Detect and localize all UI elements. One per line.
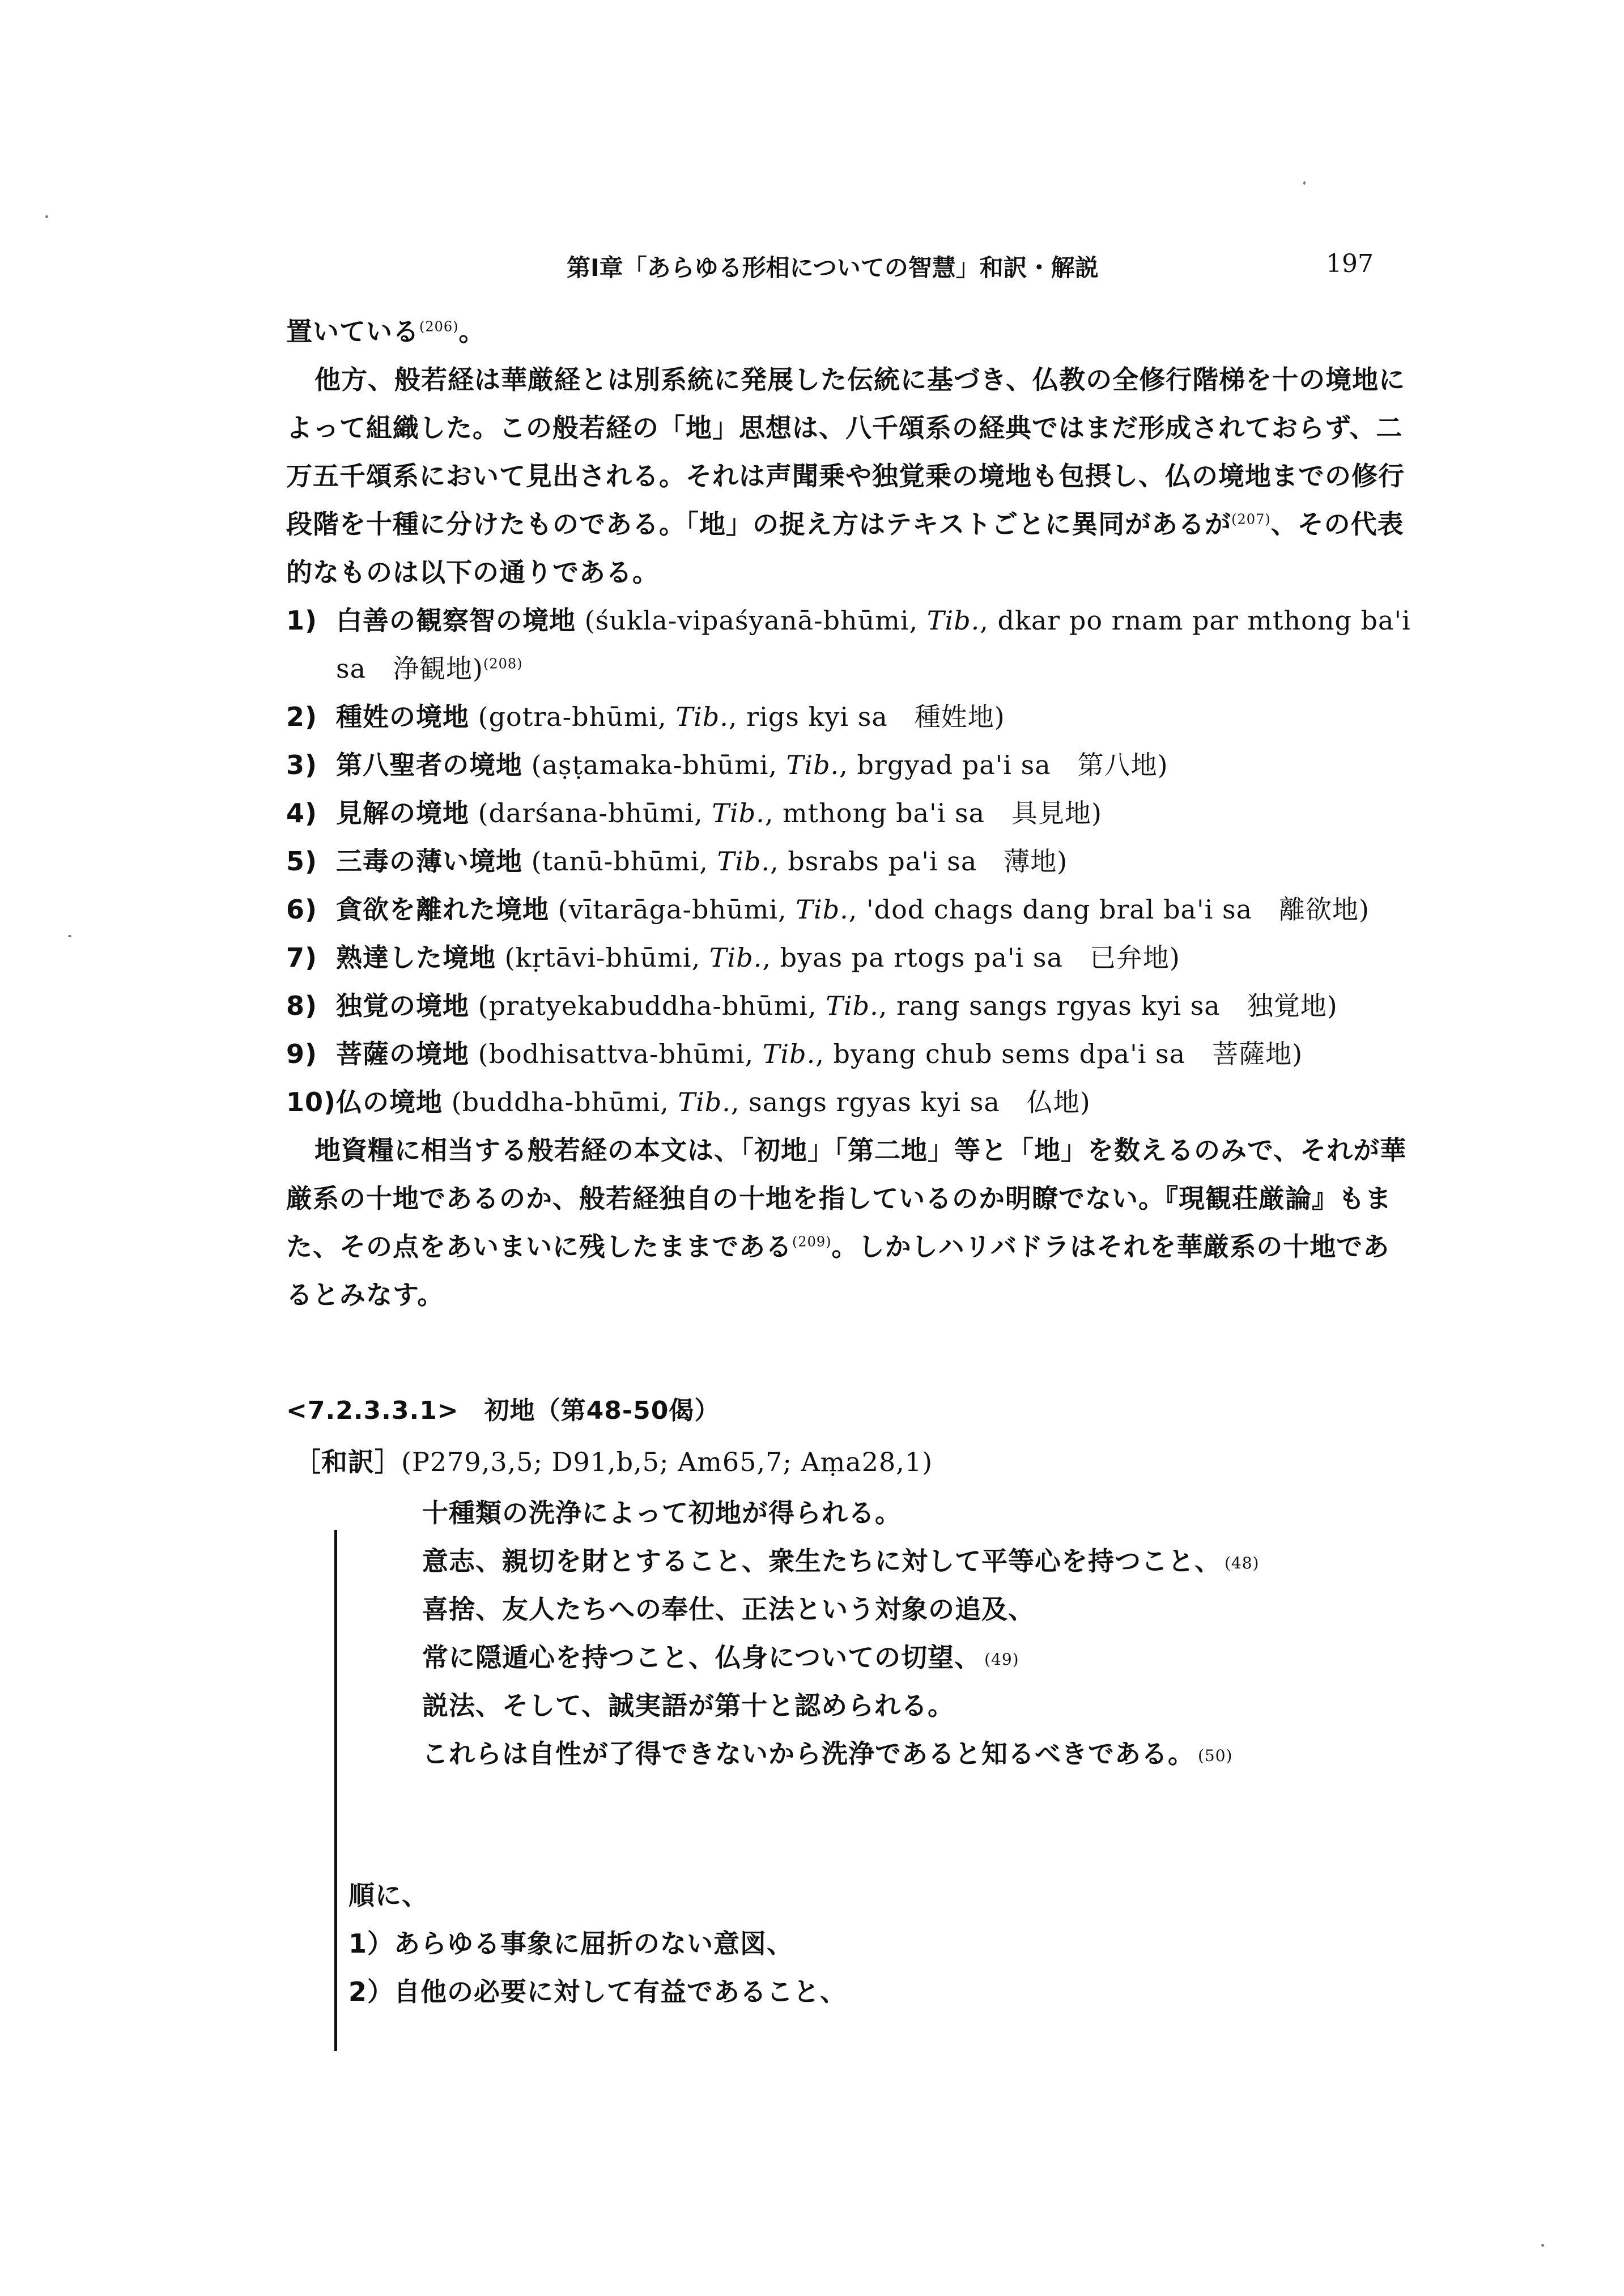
tibetan-term: , dkar po rnam par mthong ba'i — [980, 605, 1411, 636]
list-item — [286, 892, 1370, 926]
paragraph-line: るとみなす。 — [286, 1279, 444, 1310]
translation-header — [295, 1445, 933, 1479]
verse-text: 喜捨、友人たちへの奉仕、正法という対象の追及、 — [422, 1594, 1035, 1625]
list-item — [286, 1085, 1091, 1119]
body-text: 置いている — [286, 316, 419, 347]
page-number: 197 — [1326, 249, 1374, 278]
list-item — [286, 989, 1338, 1023]
list-item — [286, 700, 1005, 734]
verse-number: (49) — [984, 1650, 1019, 1669]
translation-label: ［和訳］ — [295, 1447, 401, 1477]
verse-text: 意志、親切を財とすること、衆生たちに対して平等心を持つこと、 — [422, 1546, 1221, 1576]
body-text: 、その代表 — [1270, 509, 1404, 539]
verse-number: (48) — [1225, 1554, 1260, 1572]
tib-abbrev: Tib. — [675, 701, 729, 732]
sanskrit-term: (tanū-bhūmi, — [531, 846, 717, 877]
verse-text: 十種類の洗浄によって初地が得られる。 — [422, 1498, 902, 1528]
tib-abbrev: Tib. — [786, 750, 840, 780]
list-number: 9) — [286, 1039, 318, 1069]
list-item — [286, 941, 1180, 975]
body-text: 。 — [458, 316, 486, 347]
tibetan-term: , mthong ba'i sa 具見地) — [764, 798, 1103, 828]
verse-text: これらは自性が了得できないから洗浄であると知るべきである。 — [422, 1738, 1194, 1769]
sanskrit-term: (darśana-bhūmi, — [478, 798, 712, 828]
list-number: 4) — [286, 798, 318, 828]
tibetan-term: , rang sangs rgyas kyi sa 独覚地) — [878, 990, 1338, 1021]
list-item — [286, 1037, 1303, 1071]
sanskrit-term: (buddha-bhūmi, — [451, 1087, 678, 1117]
list-term: 独覚の境地 — [336, 990, 469, 1021]
list-number: 10) — [286, 1087, 337, 1117]
verse-number: (50) — [1198, 1746, 1233, 1765]
tibetan-term: , 'dod chags dang bral ba'i sa 離欲地) — [848, 894, 1370, 925]
list-number: 5) — [286, 846, 318, 877]
running-title: 第Ⅰ章「あらゆる形相についての智慧」和訳・解説 — [567, 254, 1099, 282]
tib-abbrev: Tib. — [717, 846, 771, 877]
verse-line — [422, 1496, 905, 1532]
tibetan-term: , brgyad pa'i sa 第八地) — [839, 750, 1168, 780]
sanskrit-term: (pratyekabuddha-bhūmi, — [478, 990, 826, 1021]
tib-abbrev: Tib. — [712, 798, 765, 828]
note-ref: (207) — [1231, 511, 1271, 528]
verse-text: 常に隠遁心を持つこと、仏身についての切望、 — [422, 1642, 981, 1673]
list-number: 8) — [286, 990, 318, 1021]
body-text: 段階を十種に分けたものである。「地」の捉え方はテキストごとに異同があるが — [286, 509, 1232, 539]
list-term: 白善の観察智の境地 — [336, 605, 576, 636]
list-term: 見解の境地 — [336, 798, 469, 828]
list-item — [286, 796, 1102, 830]
sanskrit-term: (vītarāga-bhūmi, — [558, 894, 796, 925]
list-term: 第八聖者の境地 — [336, 750, 522, 780]
tib-abbrev: Tib. — [826, 990, 879, 1021]
tib-abbrev: Tib. — [926, 605, 980, 636]
paragraph-line: 厳系の十地であるのか、般若経独自の十地を指しているのか明瞭でない。『現観荘厳論』もま — [286, 1183, 1392, 1214]
paragraph-line — [286, 507, 1404, 541]
body-text: 。しかしハリバドラはそれを華厳系の十地であ — [831, 1231, 1390, 1262]
verse-line — [422, 1737, 1232, 1773]
list-term: 菩薩の境地 — [336, 1039, 469, 1069]
tibetan-term: , byang chub sems dpa'i sa 菩薩地) — [815, 1039, 1303, 1069]
verse-line — [422, 1689, 958, 1725]
paragraph-line — [286, 1230, 1389, 1264]
list-number: 2) — [286, 701, 318, 732]
list-item — [286, 844, 1068, 878]
note-ref: (209) — [792, 1234, 832, 1250]
list-term: 種姓の境地 — [336, 701, 469, 732]
list-term: 三毒の薄い境地 — [336, 846, 522, 877]
verse-line — [422, 1544, 1259, 1580]
commentary-line: 1）あらゆる事象に屈折のない意図、 — [348, 1928, 794, 1959]
tibetan-term: , rigs kyi sa 種姓地) — [728, 701, 1005, 732]
verse-line — [422, 1640, 1019, 1677]
translation-bracket-line — [334, 1530, 337, 2051]
tib-abbrev: Tib. — [709, 942, 763, 973]
tibetan-term: , bsrabs pa'i sa 薄地) — [770, 846, 1068, 877]
tibetan-term: , byas pa rtogs pa'i sa 已弁地) — [762, 942, 1180, 973]
list-term: 貪欲を離れた境地 — [336, 894, 549, 925]
list-number: 6) — [286, 894, 318, 925]
paragraph-line: 地資糧に相当する般若経の本文は、「初地」「第二地」等と「地」を数えるのみで、それが華 — [314, 1135, 1407, 1166]
scan-speck — [1541, 2244, 1544, 2247]
commentary-line: 2）自他の必要に対して有益であること、 — [348, 1976, 847, 2007]
paragraph-line: 的なものは以下の通りである。 — [286, 557, 659, 588]
tib-abbrev: Tib. — [678, 1087, 731, 1117]
sanskrit-term: (śukla-vipaśyanā-bhūmi, — [584, 605, 927, 636]
commentary-line: 順に、 — [348, 1880, 428, 1911]
list-number: 3) — [286, 750, 318, 780]
sanskrit-term: (kṛtāvi-bhūmi, — [504, 942, 709, 973]
list-number: 7) — [286, 942, 318, 973]
note-ref: (208) — [483, 656, 523, 672]
tib-abbrev: Tib. — [796, 894, 849, 925]
list-term: 熟達した境地 — [336, 942, 496, 973]
sanskrit-term: (aṣṭamaka-bhūmi, — [531, 750, 787, 780]
body-line — [286, 314, 486, 348]
tibetan-term: sa 浄観地) — [336, 653, 483, 684]
paragraph-line: 万五千頌系において見出される。それは声聞乗や独覚乗の境地も包摂し、仏の境地までの修行 — [286, 461, 1405, 491]
translation-references: (P279,3,5; D91,b,5; Am65,7; Aṃa28,1) — [401, 1447, 933, 1477]
sanskrit-term: (bodhisattva-bhūmi, — [478, 1039, 763, 1069]
list-number: 1) — [286, 605, 318, 636]
verse-line — [422, 1592, 1038, 1629]
body-text: た、その点をあいまいに残したままである — [286, 1231, 792, 1262]
list-item — [286, 603, 1411, 637]
list-term: 仏の境地 — [336, 1087, 443, 1117]
tib-abbrev: Tib. — [762, 1039, 816, 1069]
scan-speck — [45, 215, 48, 218]
section-heading: <7.2.3.3.1> 初地（第48-50偈） — [286, 1396, 720, 1425]
sanskrit-term: (gotra-bhūmi, — [478, 701, 676, 732]
scan-speck — [1303, 181, 1306, 185]
verse-text: 説法、そして、誠実語が第十と認められる。 — [422, 1690, 955, 1721]
note-ref: (206) — [419, 318, 459, 335]
list-item — [286, 748, 1168, 782]
tibetan-term: , sangs rgyas kyi sa 仏地) — [730, 1087, 1091, 1117]
paragraph-line: よって組織した。この般若経の「地」思想は、八千頌系の経典ではまだ形成されておらず、二 — [286, 413, 1403, 443]
paragraph-line: 他方、般若経は華厳経とは別系統に発展した伝統に基づき、仏教の全修行階梯を十の境地に — [314, 364, 1406, 395]
scan-speck — [68, 935, 71, 937]
list-item-continuation — [336, 652, 523, 686]
